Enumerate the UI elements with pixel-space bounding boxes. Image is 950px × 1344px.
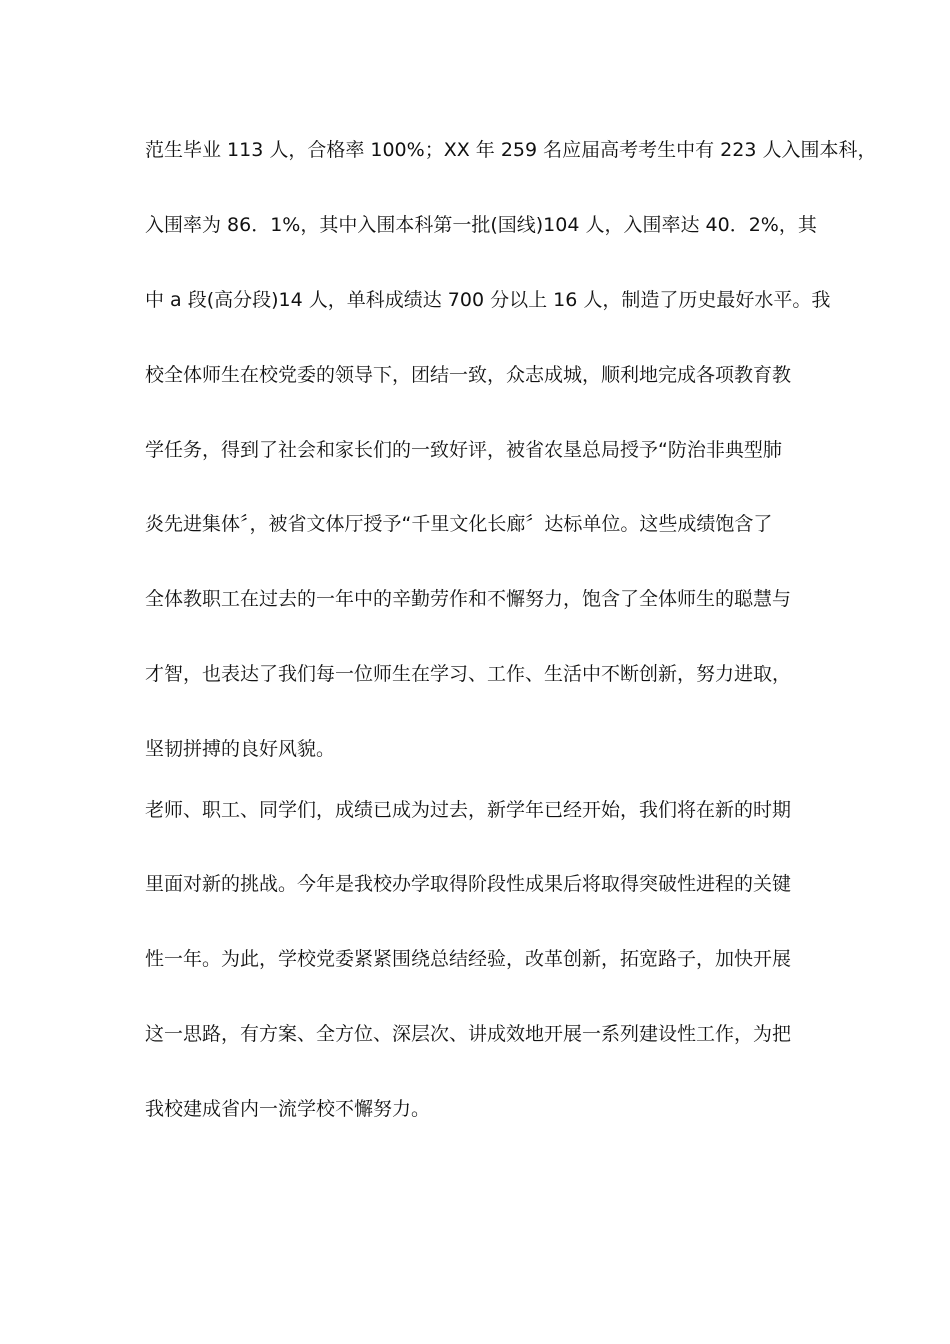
- text-line: 中 a 段(高分段)14 人，单科成绩达 700 分以上 16 人，制造了历史最好水平。我: [145, 289, 831, 311]
- text-line: 我校建成省内一流学校不懈努力。: [145, 1098, 431, 1120]
- text-line: 坚韧拼搏的良好风貌。: [145, 738, 336, 760]
- text-line: 老师、职工、同学们，成绩已成为过去，新学年已经开始，我们将在新的时期: [145, 799, 792, 821]
- text-line: 全体教职工在过去的一年中的辛勤劳作和不懈努力，饱含了全体师生的聪慧与: [145, 588, 792, 610]
- text-line: 这一思路，有方案、全方位、深层次、讲成效地开展一系列建设性工作，为把: [145, 1023, 792, 1045]
- text-line: 炎先进集体〞，被省文体厅授予“千里文化长廊〞达标单位。这些成绩饱含了: [145, 513, 773, 535]
- text-line: 性一年。为此，学校党委紧紧围绕总结经验，改革创新，拓宽路子，加快开展: [145, 948, 792, 970]
- text-line: 入围率为 86．1%，其中入围本科第一批(国线)104 人，入围率达 40．2%，其: [145, 214, 817, 236]
- text-line: 才智，也表达了我们每一位师生在学习、工作、生活中不断创新，努力进取，: [145, 663, 792, 685]
- text-line: 里面对新的挑战。今年是我校办学取得阶段性成果后将取得突破性进程的关键: [145, 873, 792, 895]
- text-line: 范生毕业 113 人，合格率 100%；XX 年 259 名应届高考考生中有 223 人入围本科，: [145, 139, 877, 161]
- text-line: 学任务，得到了社会和家长们的一致好评，被省农垦总局授予“防治非典型肺: [145, 439, 782, 461]
- text-line: 校全体师生在校党委的领导下，团结一致，众志成城，顺利地完成各项教育教: [145, 364, 792, 386]
